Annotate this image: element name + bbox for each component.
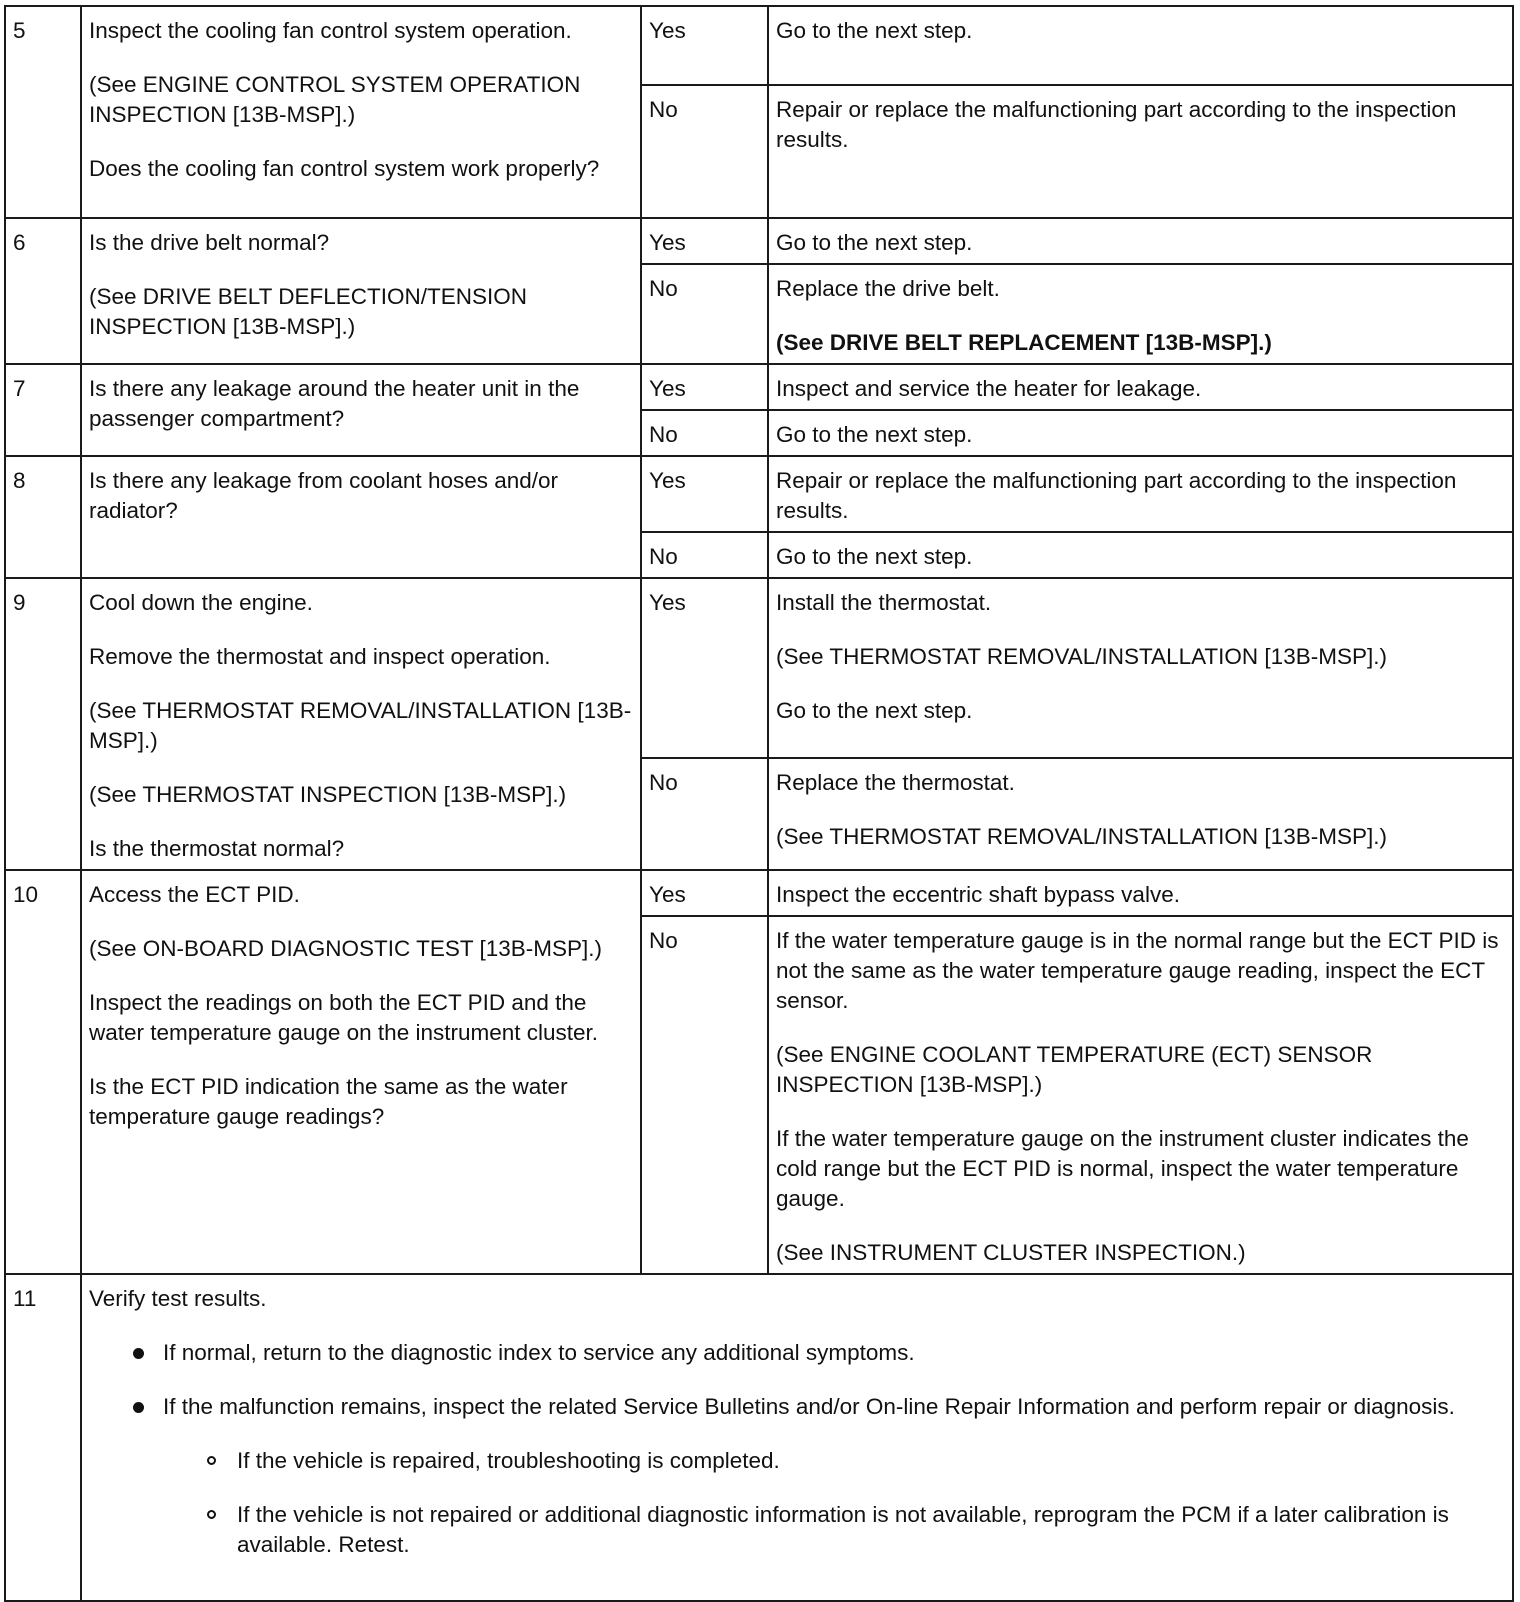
step-number: 11 xyxy=(5,1274,81,1601)
action-question: Is there any leakage around the heater unit in the passenger compartment? xyxy=(89,376,580,431)
result-no-action xyxy=(768,532,1513,578)
bullet-text: If the malfunction remains, inspect the related Service Bulletins and/or On-line Repair Information and perform repair or diagnosis. xyxy=(163,1394,1455,1419)
result-no-label: No xyxy=(641,410,768,456)
result-no-label: No xyxy=(641,532,768,578)
sub-bullet-text: If the vehicle is repaired, troubleshooting is completed. xyxy=(237,1448,780,1473)
response-text: Go to the next step. xyxy=(776,422,973,447)
action-text: Access the ECT PID. xyxy=(89,882,300,907)
sub-bullet-text: If the vehicle is not repaired or additional diagnostic information is not available, reprogram the PCM if a later calibration is available. Retest. xyxy=(237,1502,1449,1557)
action-reference: (See THERMOSTAT REMOVAL/INSTALLATION [13B-MSP].) xyxy=(89,698,632,753)
response-text: Inspect and service the heater for leakage. xyxy=(776,376,1202,401)
result-no-label: No xyxy=(641,264,768,364)
result-yes-label: Yes xyxy=(641,6,768,85)
response-text: If the water temperature gauge is in the normal range but the ECT PID is not the same as the water temperature gauge reading, inspect the ECT sensor. xyxy=(776,928,1499,1013)
action-text: Verify test results. xyxy=(89,1286,267,1311)
step-action xyxy=(81,364,641,456)
step-5-yes-row xyxy=(5,6,1513,85)
response-reference: (See THERMOSTAT REMOVAL/INSTALLATION [13B-MSP].) xyxy=(776,644,1387,669)
result-yes-action xyxy=(768,870,1513,916)
action-question: Is the ECT PID indication the same as the water temperature gauge readings? xyxy=(89,1074,568,1129)
result-no-label: No xyxy=(641,85,768,218)
result-no-action xyxy=(768,410,1513,456)
step-action xyxy=(81,578,641,870)
step-action xyxy=(81,1274,1513,1601)
action-question: Is the thermostat normal? xyxy=(89,836,345,861)
step-number: 6 xyxy=(5,218,81,364)
response-text: Install the thermostat. xyxy=(776,590,992,615)
result-no-action xyxy=(768,264,1513,364)
step-action xyxy=(81,6,641,218)
result-yes-action xyxy=(768,6,1513,85)
response-reference: (See INSTRUMENT CLUSTER INSPECTION.) xyxy=(776,1240,1246,1265)
bullet-text: If normal, return to the diagnostic index to service any additional symptoms. xyxy=(163,1340,915,1365)
action-text: Inspect the cooling fan control system operation. xyxy=(89,18,572,43)
step-10-yes-row xyxy=(5,870,1513,916)
result-no-label: No xyxy=(641,916,768,1274)
result-yes-label: Yes xyxy=(641,218,768,264)
action-text: Inspect the readings on both the ECT PID and the water temperature gauge on the instrument cluster. xyxy=(89,990,599,1045)
step-number: 9 xyxy=(5,578,81,870)
response-reference: (See ENGINE COOLANT TEMPERATURE (ECT) SENSOR INSPECTION [13B-MSP].) xyxy=(776,1042,1373,1097)
action-text: Remove the thermostat and inspect operation. xyxy=(89,644,551,669)
response-text: Repair or replace the malfunctioning part according to the inspection results. xyxy=(776,97,1457,152)
action-reference: (See DRIVE BELT DEFLECTION/TENSION INSPECTION [13B-MSP].) xyxy=(89,284,528,339)
troubleshooting-table xyxy=(4,5,1514,1602)
step-number: 5 xyxy=(5,6,81,218)
sub-bullet-list xyxy=(89,1446,1506,1560)
action-question: Is there any leakage from coolant hoses and/or radiator? xyxy=(89,468,559,523)
result-no-action xyxy=(768,916,1513,1274)
response-reference: (See THERMOSTAT REMOVAL/INSTALLATION [13B-MSP].) xyxy=(776,823,1387,849)
result-yes-action xyxy=(768,218,1513,264)
step-7-yes-row xyxy=(5,364,1513,410)
bullet-dot-icon xyxy=(133,1348,144,1359)
action-question: Is the drive belt normal? xyxy=(89,230,330,255)
step-11-row xyxy=(5,1274,1513,1601)
sub-bullet-item xyxy=(89,1446,1506,1476)
bullet-dot-icon xyxy=(133,1402,144,1413)
result-yes-label: Yes xyxy=(641,870,768,916)
action-text: Cool down the engine. xyxy=(89,590,313,615)
step-action xyxy=(81,870,641,1274)
step-9-yes-row xyxy=(5,578,1513,758)
result-yes-label: Yes xyxy=(641,578,768,758)
reference-link-text: (See DRIVE BELT REPLACEMENT [13B-MSP].) xyxy=(776,330,1272,355)
result-no-action xyxy=(768,85,1513,218)
result-no-label: No xyxy=(641,758,768,870)
step-action xyxy=(81,218,641,364)
action-reference: (See ON-BOARD DIAGNOSTIC TEST [13B-MSP].) xyxy=(89,936,603,961)
sub-bullet-item xyxy=(89,1500,1506,1560)
result-yes-action xyxy=(768,578,1513,758)
action-reference: (See ENGINE CONTROL SYSTEM OPERATION INSPECTION [13B-MSP].) xyxy=(89,72,581,127)
response-text: Go to the next step. xyxy=(776,544,973,569)
bullet-item xyxy=(89,1338,1506,1368)
bullet-circle-icon xyxy=(207,1510,216,1519)
step-number: 7 xyxy=(5,364,81,456)
result-yes-label: Yes xyxy=(641,456,768,532)
result-yes-action xyxy=(768,456,1513,532)
result-bullet-list xyxy=(89,1338,1506,1422)
result-yes-action xyxy=(768,364,1513,410)
response-reference xyxy=(776,328,1506,358)
response-text: Go to the next step. xyxy=(776,18,973,43)
bullet-circle-icon xyxy=(207,1456,216,1465)
step-number: 10 xyxy=(5,870,81,1274)
response-text: Go to the next step. xyxy=(776,230,973,255)
response-text: If the water temperature gauge on the instrument cluster indicates the cold range but the ECT PID is normal, inspect the water temperature gauge. xyxy=(776,1126,1469,1211)
response-text: Replace the drive belt. xyxy=(776,276,1000,301)
response-text: Go to the next step. xyxy=(776,698,973,723)
response-text: Repair or replace the malfunctioning part according to the inspection results. xyxy=(776,468,1457,523)
step-6-yes-row xyxy=(5,218,1513,264)
result-no-action xyxy=(768,758,1513,870)
bullet-item xyxy=(89,1392,1506,1422)
response-text: Replace the thermostat. xyxy=(776,769,1015,795)
action-question: Does the cooling fan control system work properly? xyxy=(89,156,600,181)
action-reference: (See THERMOSTAT INSPECTION [13B-MSP].) xyxy=(89,782,567,807)
step-action xyxy=(81,456,641,578)
result-yes-label: Yes xyxy=(641,364,768,410)
response-text: Inspect the eccentric shaft bypass valve. xyxy=(776,882,1180,907)
step-8-yes-row xyxy=(5,456,1513,532)
step-number: 8 xyxy=(5,456,81,578)
